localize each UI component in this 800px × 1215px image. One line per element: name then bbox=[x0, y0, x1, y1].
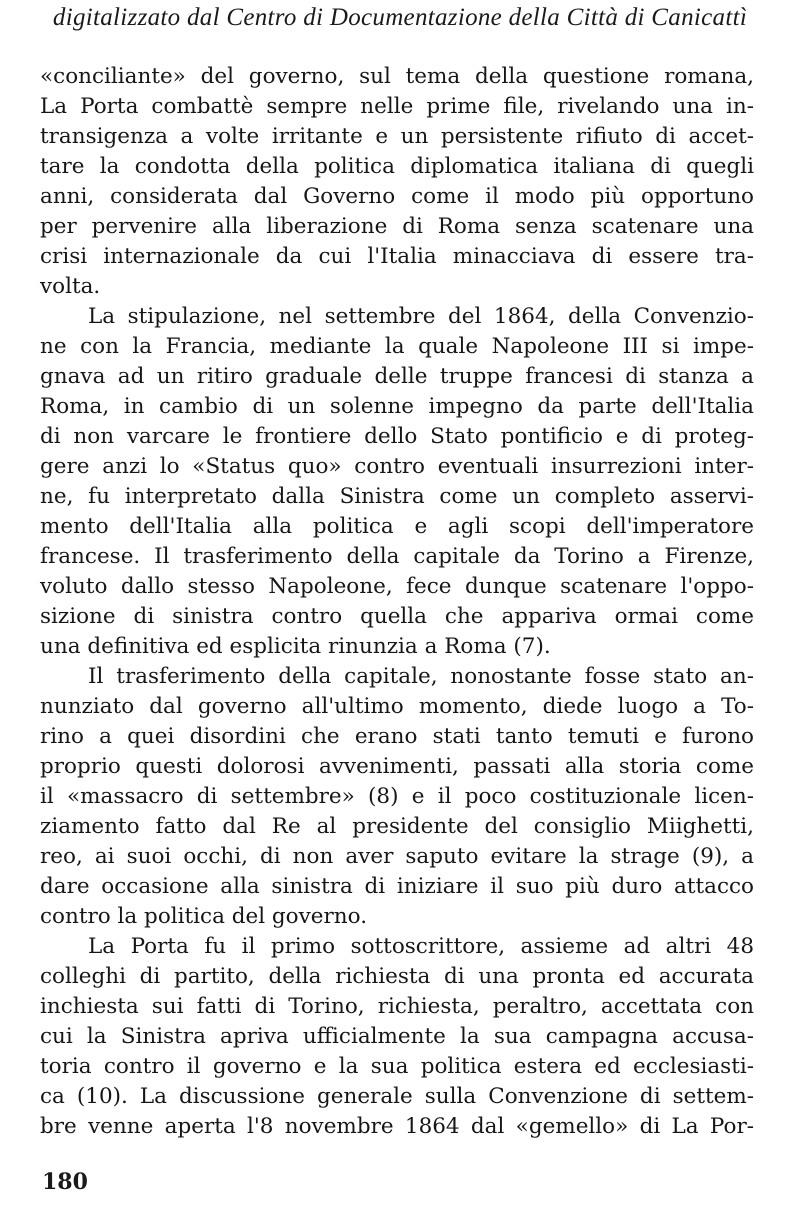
paragraph bbox=[40, 62, 754, 302]
text-line: una definitiva ed esplicita rinunzia a Roma (7). bbox=[40, 634, 551, 659]
text-line: colleghi di partito, della richiesta di una pronta ed accurata bbox=[40, 964, 754, 989]
text-line: contro la politica del governo. bbox=[40, 904, 368, 929]
text-line: il «massacro di settembre» (8) e il poco costituzionale licen- bbox=[40, 784, 754, 809]
text-line: ca (10). La discussione generale sulla Convenzione di settem- bbox=[40, 1084, 754, 1109]
text-line: cui la Sinistra apriva ufficialmente la sua campagna accusa- bbox=[40, 1024, 754, 1049]
text-line: «conciliante» del governo, sul tema della questione romana, bbox=[40, 64, 754, 89]
digitization-watermark: digitalizzato dal Centro di Documentazione della Città di Canicattì bbox=[52, 4, 748, 31]
text-line: dare occasione alla sinistra di iniziare il suo più duro attacco bbox=[40, 874, 754, 899]
text-line: Il trasferimento della capitale, nonostante fosse stato an- bbox=[88, 664, 754, 689]
text-line: francese. Il trasferimento della capitale da Torino a Firenze, bbox=[40, 544, 754, 569]
text-line: per pervenire alla liberazione di Roma senza scatenare una bbox=[40, 214, 754, 239]
page-number: 180 bbox=[42, 1169, 88, 1195]
text-line: gnava ad un ritiro graduale delle truppe francesi di stanza a bbox=[40, 364, 754, 389]
text-line: bre venne aperta l'8 novembre 1864 dal «gemello» di La Por- bbox=[40, 1114, 754, 1139]
paragraph bbox=[40, 302, 754, 662]
text-line: mento dell'Italia alla politica e agli scopi dell'imperatore bbox=[40, 514, 754, 539]
text-line: La Porta combattè sempre nelle prime file, rivelando una in- bbox=[40, 94, 754, 119]
text-line: nunziato dal governo all'ultimo momento, diede luogo a To- bbox=[40, 694, 754, 719]
text-line: Roma, in cambio di un solenne impegno da parte dell'Italia bbox=[40, 394, 754, 419]
text-line: ne con la Francia, mediante la quale Napoleone III si impe- bbox=[40, 334, 754, 359]
text-line: proprio questi dolorosi avvenimenti, passati alla storia come bbox=[40, 754, 754, 779]
paragraph bbox=[40, 662, 754, 932]
text-line: La Porta fu il primo sottoscrittore, assieme ad altri 48 bbox=[88, 934, 754, 959]
paragraph bbox=[40, 932, 754, 1142]
text-line: volta. bbox=[40, 274, 101, 299]
text-line: reo, ai suoi occhi, di non aver saputo evitare la strage (9), a bbox=[40, 844, 754, 869]
body-text bbox=[40, 62, 754, 1142]
text-line: toria contro il governo e la sua politica estera ed ecclesiasti- bbox=[40, 1054, 754, 1079]
text-line: voluto dallo stesso Napoleone, fece dunque scatenare l'oppo- bbox=[40, 574, 754, 599]
text-line: crisi internazionale da cui l'Italia minacciava di essere tra- bbox=[40, 244, 754, 269]
text-line: ne, fu interpretato dalla Sinistra come un completo asservi- bbox=[40, 484, 754, 509]
text-line: La stipulazione, nel settembre del 1864, della Convenzio- bbox=[88, 304, 754, 329]
text-line: gere anzi lo «Status quo» contro eventuali insurrezioni inter- bbox=[40, 454, 754, 479]
text-line: anni, considerata dal Governo come il modo più opportuno bbox=[40, 184, 754, 209]
text-line: sizione di sinistra contro quella che appariva ormai come bbox=[40, 604, 754, 629]
text-line: di non varcare le frontiere dello Stato pontificio e di proteg- bbox=[40, 424, 754, 449]
text-line: inchiesta sui fatti di Torino, richiesta, peraltro, accettata con bbox=[40, 994, 754, 1019]
text-line: transigenza a volte irritante e un persistente rifiuto di accet- bbox=[40, 124, 754, 149]
text-line: ziamento fatto dal Re al presidente del consiglio Miighetti, bbox=[40, 814, 754, 839]
text-line: rino a quei disordini che erano stati tanto temuti e furono bbox=[40, 724, 754, 749]
text-line: tare la condotta della politica diplomatica italiana di quegli bbox=[40, 154, 754, 179]
